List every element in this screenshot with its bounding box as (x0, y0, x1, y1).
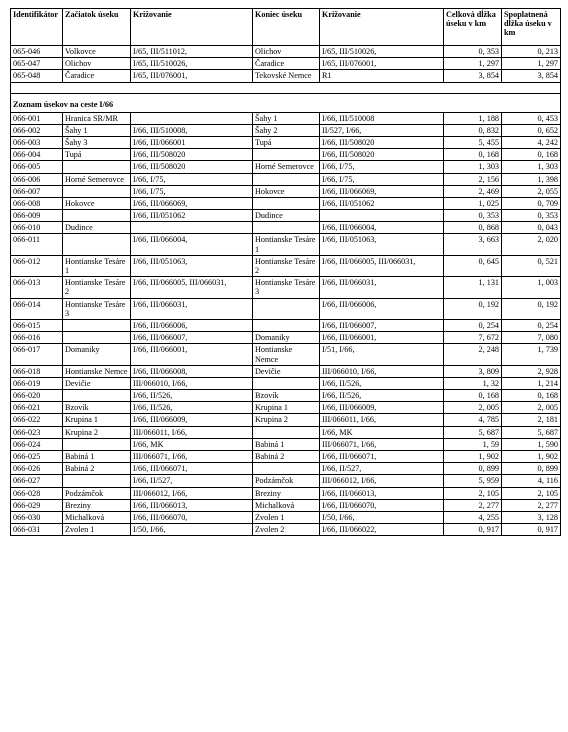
cell-total-length: 0, 353 (444, 210, 502, 222)
cell-toll-length: 0, 043 (502, 222, 561, 234)
cell-crossing-1: I/66, III/066005, III/066031, (131, 277, 253, 298)
table-row (11, 377, 561, 389)
cell-id: 065-047 (11, 58, 63, 70)
cell-total-length: 0, 832 (444, 124, 502, 136)
table-row (11, 185, 561, 197)
cell-id: 066-030 (11, 511, 63, 523)
cell-end (253, 377, 320, 389)
table-row (11, 222, 561, 234)
cell-end: Zvolen 2 (253, 524, 320, 536)
cell-id: 065-048 (11, 70, 63, 82)
cell-id: 066-002 (11, 124, 63, 136)
cell-end: Olichov (253, 46, 320, 58)
cell-start: Zvolen 1 (63, 524, 131, 536)
cell-start (63, 332, 131, 344)
cell-id: 066-019 (11, 377, 63, 389)
cell-toll-length: 1, 297 (502, 58, 561, 70)
cell-total-length: 1, 025 (444, 197, 502, 209)
cell-toll-length: 1, 214 (502, 377, 561, 389)
header-total-length: Celková dĺžka úseku v km (444, 9, 502, 46)
cell-start: Bzovík (63, 402, 131, 414)
cell-end (253, 222, 320, 234)
cell-toll-length: 0, 168 (502, 149, 561, 161)
header-toll-length: Spoplatnená dĺžka úseku v km (502, 9, 561, 46)
cell-id: 066-003 (11, 136, 63, 148)
table-row (11, 58, 561, 70)
cell-end: Michalková (253, 499, 320, 511)
cell-total-length: 0, 192 (444, 298, 502, 319)
cell-start: Babiná 2 (63, 463, 131, 475)
cell-crossing-2: I/66, III/051063, (320, 234, 444, 255)
cell-id: 066-025 (11, 451, 63, 463)
cell-start: Breziny (63, 499, 131, 511)
cell-crossing-2 (320, 210, 444, 222)
cell-id: 066-027 (11, 475, 63, 487)
table-row (11, 149, 561, 161)
cell-end: Zvolen 1 (253, 511, 320, 523)
header-row (11, 9, 561, 46)
table-row (11, 112, 561, 124)
cell-total-length: 1, 297 (444, 58, 502, 70)
table-row (11, 197, 561, 209)
header-crossing-2: Križovanie (320, 9, 444, 46)
cell-id: 066-029 (11, 499, 63, 511)
cell-crossing-1: I/66, III/066007, (131, 332, 253, 344)
table-row (11, 524, 561, 536)
cell-total-length: 1, 59 (444, 438, 502, 450)
cell-toll-length: 0, 453 (502, 112, 561, 124)
cell-toll-length: 7, 080 (502, 332, 561, 344)
cell-id: 066-005 (11, 161, 63, 173)
cell-id: 066-026 (11, 463, 63, 475)
cell-crossing-1: I/66, III/510008, (131, 124, 253, 136)
cell-end: Podzámčok (253, 475, 320, 487)
cell-crossing-2: I/66, III/066007, (320, 319, 444, 331)
cell-toll-length: 2, 055 (502, 185, 561, 197)
cell-start (63, 319, 131, 331)
cell-crossing-2: I/66, III/508020 (320, 136, 444, 148)
cell-id: 066-022 (11, 414, 63, 426)
cell-crossing-1: I/66, MK (131, 438, 253, 450)
cell-start (63, 475, 131, 487)
cell-toll-length: 0, 353 (502, 210, 561, 222)
cell-toll-length: 2, 277 (502, 499, 561, 511)
cell-end: Dudince (253, 210, 320, 222)
cell-toll-length: 3, 854 (502, 70, 561, 82)
cell-start: Hontianske Tesáre 3 (63, 298, 131, 319)
cell-toll-length: 1, 398 (502, 173, 561, 185)
cell-crossing-1: I/66, III/066071, (131, 463, 253, 475)
table-row (11, 210, 561, 222)
cell-crossing-1: I/66, III/066070, (131, 511, 253, 523)
header-end: Koniec úseku (253, 9, 320, 46)
cell-id: 066-020 (11, 390, 63, 402)
cell-toll-length: 1, 902 (502, 451, 561, 463)
cell-crossing-2: I/66, II/526, (320, 390, 444, 402)
cell-start: Volkovce (63, 46, 131, 58)
cell-end: Devičie (253, 365, 320, 377)
table-row (11, 365, 561, 377)
cell-crossing-1: I/66, III/066004, (131, 234, 253, 255)
spacer-row (11, 82, 561, 93)
cell-crossing-2: III/066071, I/66, (320, 438, 444, 450)
cell-start: Babiná 1 (63, 451, 131, 463)
cell-total-length: 0, 645 (444, 255, 502, 276)
cell-start: Hontianske Tesáre 1 (63, 255, 131, 276)
cell-crossing-2: I/66, III/066013, (320, 487, 444, 499)
cell-total-length: 5, 455 (444, 136, 502, 148)
cell-toll-length: 0, 652 (502, 124, 561, 136)
cell-end (253, 149, 320, 161)
cell-id: 066-018 (11, 365, 63, 377)
cell-toll-length: 2, 928 (502, 365, 561, 377)
cell-start: Olichov (63, 58, 131, 70)
cell-end: Krupina 2 (253, 414, 320, 426)
cell-start (63, 390, 131, 402)
cell-end (253, 298, 320, 319)
cell-crossing-2: III/066010, I/66, (320, 365, 444, 377)
cell-end (253, 463, 320, 475)
table-row (11, 390, 561, 402)
table-row (11, 161, 561, 173)
cell-total-length: 0, 917 (444, 524, 502, 536)
cell-crossing-2: III/066011, I/66, (320, 414, 444, 426)
cell-id: 066-015 (11, 319, 63, 331)
cell-total-length: 3, 809 (444, 365, 502, 377)
cell-toll-length: 5, 687 (502, 426, 561, 438)
cell-toll-length: 1, 003 (502, 277, 561, 298)
cell-id: 066-013 (11, 277, 63, 298)
table-row (11, 451, 561, 463)
cell-crossing-1: III/066010, I/66, (131, 377, 253, 389)
cell-total-length: 0, 353 (444, 46, 502, 58)
cell-crossing-1: I/66, III/066006, (131, 319, 253, 331)
cell-toll-length: 0, 917 (502, 524, 561, 536)
cell-crossing-2: I/66, II/526, (320, 377, 444, 389)
cell-end (253, 197, 320, 209)
table-row (11, 475, 561, 487)
cell-crossing-2: I/66, III/066005, III/066031, (320, 255, 444, 276)
cell-total-length: 0, 254 (444, 319, 502, 331)
cell-total-length: 3, 663 (444, 234, 502, 255)
cell-start: Hontianske Nemce (63, 365, 131, 377)
cell-crossing-2: I/66, III/066022, (320, 524, 444, 536)
cell-crossing-1: I/65, III/076001, (131, 70, 253, 82)
section-row (11, 93, 561, 112)
cell-id: 066-021 (11, 402, 63, 414)
cell-crossing-2: I/66, III/066009, (320, 402, 444, 414)
table-row (11, 70, 561, 82)
header-crossing-1: Križovanie (131, 9, 253, 46)
cell-total-length: 0, 868 (444, 222, 502, 234)
cell-total-length: 2, 469 (444, 185, 502, 197)
cell-end: Babiná 1 (253, 438, 320, 450)
cell-crossing-2: I/66, III/066006, (320, 298, 444, 319)
table-row (11, 438, 561, 450)
cell-end: Bzovík (253, 390, 320, 402)
cell-id: 066-007 (11, 185, 63, 197)
cell-crossing-1: I/66, III/066001, (131, 344, 253, 365)
cell-start: Michalková (63, 511, 131, 523)
cell-id: 066-023 (11, 426, 63, 438)
cell-toll-length: 3, 128 (502, 511, 561, 523)
cell-toll-length: 1, 739 (502, 344, 561, 365)
cell-toll-length: 0, 254 (502, 319, 561, 331)
cell-crossing-1: III/066012, I/66, (131, 487, 253, 499)
cell-crossing-1: I/66, III/066009, (131, 414, 253, 426)
table-row (11, 499, 561, 511)
cell-start: Dudince (63, 222, 131, 234)
spacer-cell (11, 82, 561, 93)
cell-crossing-1: I/66, I/75, (131, 185, 253, 197)
cell-end: Šahy 2 (253, 124, 320, 136)
cell-crossing-1: I/66, III/508020 (131, 161, 253, 173)
cell-id: 066-016 (11, 332, 63, 344)
cell-crossing-2: I/66, III/510008 (320, 112, 444, 124)
section-title: Zoznam úsekov na ceste I/66 (11, 93, 561, 112)
cell-crossing-2: I/65, III/510026, (320, 46, 444, 58)
table-row (11, 487, 561, 499)
cell-total-length: 2, 005 (444, 402, 502, 414)
cell-toll-length: 4, 242 (502, 136, 561, 148)
cell-total-length: 2, 248 (444, 344, 502, 365)
cell-crossing-2: I/66, III/066070, (320, 499, 444, 511)
cell-toll-length: 2, 005 (502, 402, 561, 414)
cell-crossing-1: III/066011, I/66, (131, 426, 253, 438)
cell-total-length: 5, 959 (444, 475, 502, 487)
cell-toll-length: 0, 213 (502, 46, 561, 58)
cell-toll-length: 0, 899 (502, 463, 561, 475)
table-row (11, 414, 561, 426)
cell-end: Krupina 1 (253, 402, 320, 414)
cell-start: Krupina 1 (63, 414, 131, 426)
cell-crossing-1: I/66, II/527, (131, 475, 253, 487)
cell-crossing-2: I/51, I/66, (320, 344, 444, 365)
cell-end: Hontianske Tesáre 2 (253, 255, 320, 276)
cell-end: Babiná 2 (253, 451, 320, 463)
cell-crossing-2: I/50, I/66, (320, 511, 444, 523)
cell-id: 066-010 (11, 222, 63, 234)
cell-end: Hontianske Tesáre 3 (253, 277, 320, 298)
cell-crossing-2: I/65, III/076001, (320, 58, 444, 70)
cell-crossing-1: I/66, III/051063, (131, 255, 253, 276)
cell-start: Tupá (63, 149, 131, 161)
cell-crossing-1: I/65, III/511012, (131, 46, 253, 58)
cell-end: Hontianske Tesáre 1 (253, 234, 320, 255)
cell-start (63, 210, 131, 222)
cell-toll-length: 1, 303 (502, 161, 561, 173)
cell-id: 066-001 (11, 112, 63, 124)
cell-crossing-2: I/66, III/066004, (320, 222, 444, 234)
cell-crossing-1 (131, 112, 253, 124)
table-row (11, 332, 561, 344)
cell-total-length: 4, 255 (444, 511, 502, 523)
cell-id: 066-008 (11, 197, 63, 209)
cell-crossing-1: I/66, III/066008, (131, 365, 253, 377)
cell-toll-length: 2, 181 (502, 414, 561, 426)
table-row (11, 124, 561, 136)
cell-start: Hokovce (63, 197, 131, 209)
cell-crossing-1: III/066071, I/66, (131, 451, 253, 463)
table-row (11, 277, 561, 298)
cell-end: Šahy 1 (253, 112, 320, 124)
cell-total-length: 3, 854 (444, 70, 502, 82)
table-row (11, 298, 561, 319)
cell-crossing-2: I/66, III/066069, (320, 185, 444, 197)
cell-crossing-2: I/66, I/75, (320, 173, 444, 185)
cell-end: Tekovské Nemce (253, 70, 320, 82)
table-body-top (11, 46, 561, 83)
cell-total-length: 7, 672 (444, 332, 502, 344)
table-row (11, 234, 561, 255)
cell-total-length: 0, 899 (444, 463, 502, 475)
cell-end: Hontianske Nemce (253, 344, 320, 365)
cell-start (63, 234, 131, 255)
cell-start: Čaradice (63, 70, 131, 82)
cell-end: Horné Semerovce (253, 161, 320, 173)
cell-start: Hontianske Tesáre 2 (63, 277, 131, 298)
table-row (11, 402, 561, 414)
cell-id: 066-012 (11, 255, 63, 276)
cell-start: Krupina 2 (63, 426, 131, 438)
cell-total-length: 1, 303 (444, 161, 502, 173)
cell-crossing-2: I/66, III/066031, (320, 277, 444, 298)
cell-crossing-1: I/66, III/066069, (131, 197, 253, 209)
cell-id: 066-014 (11, 298, 63, 319)
cell-id: 065-046 (11, 46, 63, 58)
table-row (11, 344, 561, 365)
cell-toll-length: 2, 105 (502, 487, 561, 499)
cell-id: 066-006 (11, 173, 63, 185)
cell-end: Čaradice (253, 58, 320, 70)
cell-crossing-1: I/50, I/66, (131, 524, 253, 536)
cell-start: Podzámčok (63, 487, 131, 499)
cell-crossing-1: I/66, II/526, (131, 402, 253, 414)
cell-id: 066-031 (11, 524, 63, 536)
cell-crossing-1: I/66, III/508020 (131, 149, 253, 161)
cell-total-length: 2, 105 (444, 487, 502, 499)
cell-start: Devičie (63, 377, 131, 389)
cell-total-length: 1, 32 (444, 377, 502, 389)
table-row (11, 319, 561, 331)
cell-total-length: 2, 277 (444, 499, 502, 511)
cell-id: 066-028 (11, 487, 63, 499)
road-sections-table (10, 8, 561, 536)
cell-start (63, 161, 131, 173)
cell-crossing-2: I/66, III/066001, (320, 332, 444, 344)
cell-crossing-2: III/066012, I/66, (320, 475, 444, 487)
cell-crossing-1: I/66, I/75, (131, 173, 253, 185)
cell-total-length: 0, 168 (444, 149, 502, 161)
cell-start (63, 185, 131, 197)
cell-toll-length: 0, 192 (502, 298, 561, 319)
cell-total-length: 5, 687 (444, 426, 502, 438)
cell-end: Hokovce (253, 185, 320, 197)
cell-total-length: 1, 902 (444, 451, 502, 463)
table-row (11, 255, 561, 276)
cell-start: Domaniky (63, 344, 131, 365)
cell-toll-length: 0, 168 (502, 390, 561, 402)
cell-total-length: 1, 131 (444, 277, 502, 298)
cell-end (253, 173, 320, 185)
cell-crossing-1 (131, 222, 253, 234)
cell-id: 066-009 (11, 210, 63, 222)
cell-total-length: 1, 188 (444, 112, 502, 124)
cell-id: 066-011 (11, 234, 63, 255)
cell-id: 066-017 (11, 344, 63, 365)
cell-total-length: 2, 156 (444, 173, 502, 185)
cell-start: Hranica SR/MR (63, 112, 131, 124)
header-id: Identifikátor (11, 9, 63, 46)
cell-toll-length: 1, 590 (502, 438, 561, 450)
cell-id: 066-004 (11, 149, 63, 161)
cell-crossing-1: I/66, II/526, (131, 390, 253, 402)
cell-toll-length: 2, 020 (502, 234, 561, 255)
cell-crossing-2: I/66, III/066071, (320, 451, 444, 463)
cell-end (253, 426, 320, 438)
cell-crossing-1: I/66, III/051062 (131, 210, 253, 222)
cell-crossing-1: I/66, III/066013, (131, 499, 253, 511)
cell-crossing-1: I/66, III/066001 (131, 136, 253, 148)
cell-start: Šahy 3 (63, 136, 131, 148)
table-body-main (11, 112, 561, 536)
cell-end: Breziny (253, 487, 320, 499)
cell-crossing-1: I/65, III/510026, (131, 58, 253, 70)
cell-total-length: 4, 785 (444, 414, 502, 426)
cell-end: Domaniky (253, 332, 320, 344)
cell-toll-length: 0, 709 (502, 197, 561, 209)
cell-start: Šahy 1 (63, 124, 131, 136)
table-row (11, 173, 561, 185)
table-row (11, 463, 561, 475)
cell-crossing-2: I/66, MK (320, 426, 444, 438)
cell-toll-length: 4, 116 (502, 475, 561, 487)
table-row (11, 46, 561, 58)
table-row (11, 426, 561, 438)
cell-crossing-2: R1 (320, 70, 444, 82)
section-block (11, 82, 561, 112)
cell-crossing-2: I/66, III/508020 (320, 149, 444, 161)
cell-crossing-2: I/66, II/527, (320, 463, 444, 475)
cell-start (63, 438, 131, 450)
cell-crossing-2: I/66, III/051062 (320, 197, 444, 209)
cell-crossing-1: I/66, III/066031, (131, 298, 253, 319)
header-start: Začiatok úseku (63, 9, 131, 46)
cell-toll-length: 0, 521 (502, 255, 561, 276)
cell-total-length: 0, 168 (444, 390, 502, 402)
cell-id: 066-024 (11, 438, 63, 450)
cell-start: Horné Semerovce (63, 173, 131, 185)
cell-crossing-2: I/66, I/75, (320, 161, 444, 173)
cell-end (253, 319, 320, 331)
table-row (11, 136, 561, 148)
cell-end: Tupá (253, 136, 320, 148)
table-row (11, 511, 561, 523)
cell-crossing-2: II/527, I/66, (320, 124, 444, 136)
